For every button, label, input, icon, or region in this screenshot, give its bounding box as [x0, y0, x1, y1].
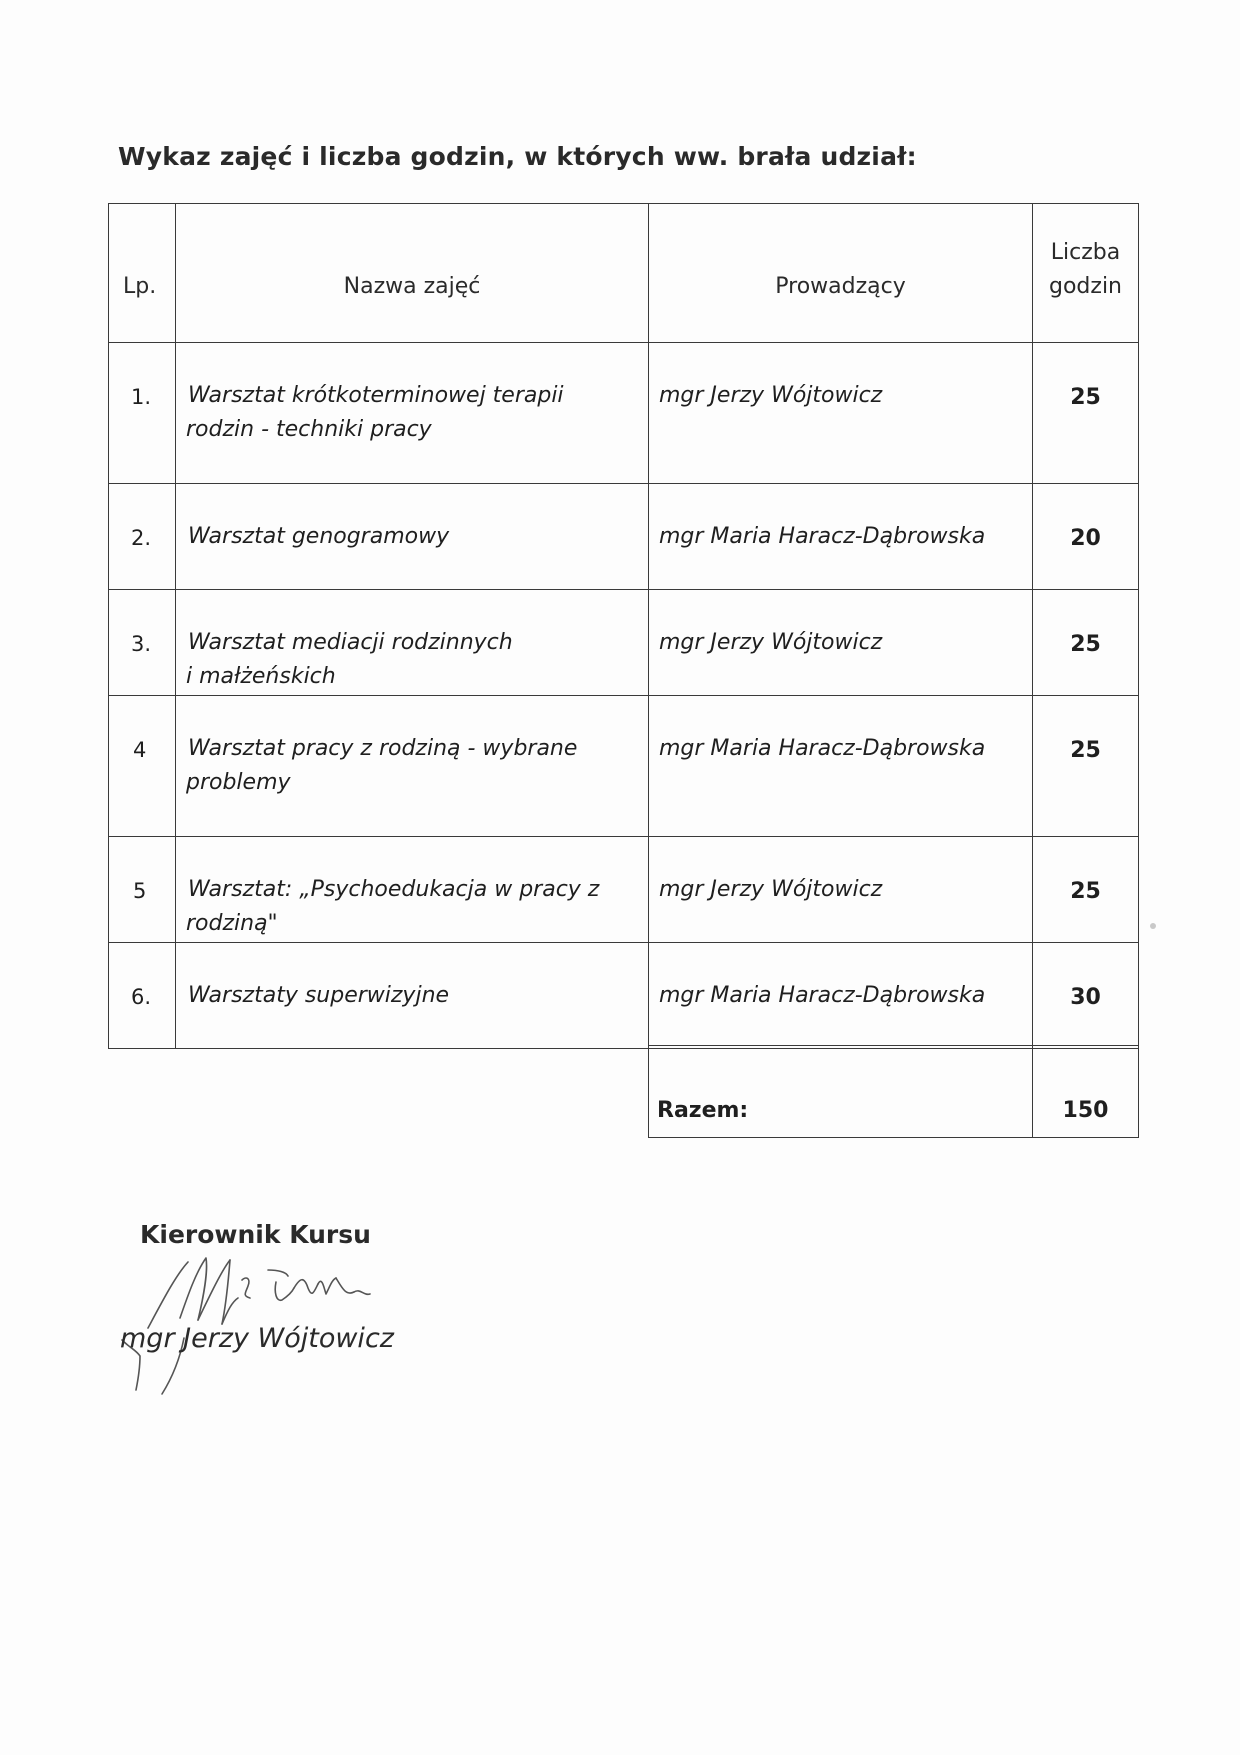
header-lp: Lp. — [123, 274, 157, 299]
row-2-name-cell — [175, 483, 649, 590]
row-4-name-cell — [175, 695, 649, 837]
row-3-lp-cell — [108, 589, 176, 696]
row-6-name-line1: Warsztaty superwizyjne — [188, 983, 450, 1008]
header-name: Nazwa zajęć — [343, 274, 481, 299]
scan-speck — [1150, 923, 1156, 929]
row-4-hours: 25 — [1070, 738, 1101, 763]
row-6-name-cell — [175, 942, 649, 1049]
row-1-lp: 1. — [131, 385, 152, 409]
row-3-hours-cell — [1032, 589, 1139, 696]
row-2-hours: 20 — [1070, 526, 1101, 551]
header-hours-cell — [1032, 203, 1139, 343]
signature-title: Kierownik Kursu — [140, 1220, 371, 1249]
header-hours-line2: godzin — [1049, 274, 1122, 299]
header-teacher-cell — [648, 203, 1033, 343]
row-5-name-line2: rodziną" — [186, 911, 278, 936]
row-5-hours: 25 — [1070, 879, 1101, 904]
total-label-cell — [648, 1045, 1033, 1138]
header-hours-line1: Liczba — [1050, 240, 1121, 265]
row-6-hours: 30 — [1070, 985, 1101, 1010]
header-lp-cell — [108, 203, 176, 343]
total-label: Razem: — [657, 1098, 749, 1123]
row-2-hours-cell — [1032, 483, 1139, 590]
header-teacher: Prowadzący — [775, 274, 906, 299]
row-4-name-line2: problemy — [186, 770, 291, 795]
row-1-lp-cell — [108, 342, 176, 484]
row-3-hours: 25 — [1070, 632, 1101, 657]
document-heading: Wykaz zajęć i liczba godzin, w których ww. brała udział: — [118, 142, 917, 171]
row-3-name-cell — [175, 589, 649, 696]
row-2-name-line1: Warsztat genogramowy — [188, 524, 450, 549]
row-6-teacher: mgr Maria Haracz-Dąbrowska — [659, 983, 986, 1008]
row-4-name-line1: Warsztat pracy z rodziną - wybrane — [188, 736, 578, 761]
row-4-hours-cell — [1032, 695, 1139, 837]
signature-name: mgr Jerzy Wójtowicz — [120, 1323, 394, 1354]
handwritten-signature — [118, 1240, 448, 1400]
row-1-hours: 25 — [1070, 385, 1101, 410]
row-3-name-line1: Warsztat mediacji rodzinnych — [188, 630, 513, 655]
row-5-hours-cell — [1032, 836, 1139, 943]
row-6-lp-cell — [108, 942, 176, 1049]
row-2-teacher: mgr Maria Haracz-Dąbrowska — [659, 524, 986, 549]
row-4-lp: 4 — [133, 738, 147, 762]
row-1-name-line2: rodzin - techniki pracy — [186, 417, 432, 442]
row-5-name-line1: Warsztat: „Psychoedukacja w pracy z — [188, 877, 600, 902]
row-1-hours-cell — [1032, 342, 1139, 484]
row-3-teacher-cell — [648, 589, 1033, 696]
row-1-name-line1: Warsztat krótkoterminowej terapii — [188, 383, 564, 408]
row-3-name-line2: i małżeńskich — [186, 664, 336, 689]
total-value: 150 — [1062, 1098, 1109, 1123]
header-name-cell — [175, 203, 649, 343]
row-5-lp-cell — [108, 836, 176, 943]
row-5-teacher-cell — [648, 836, 1033, 943]
total-value-cell — [1032, 1045, 1139, 1138]
row-2-lp: 2. — [131, 526, 152, 550]
row-5-lp: 5 — [133, 879, 147, 903]
row-1-name-cell — [175, 342, 649, 484]
row-1-teacher-cell — [648, 342, 1033, 484]
row-5-name-cell — [175, 836, 649, 943]
row-2-lp-cell — [108, 483, 176, 590]
row-3-lp: 3. — [131, 632, 152, 656]
row-4-lp-cell — [108, 695, 176, 837]
row-2-teacher-cell — [648, 483, 1033, 590]
row-6-teacher-cell — [648, 942, 1033, 1049]
row-4-teacher-cell — [648, 695, 1033, 837]
row-6-lp: 6. — [131, 985, 152, 1009]
row-4-teacher: mgr Maria Haracz-Dąbrowska — [659, 736, 986, 761]
row-3-teacher: mgr Jerzy Wójtowicz — [659, 630, 883, 655]
row-6-hours-cell — [1032, 942, 1139, 1049]
row-1-teacher: mgr Jerzy Wójtowicz — [659, 383, 883, 408]
row-5-teacher: mgr Jerzy Wójtowicz — [659, 877, 883, 902]
courses-table — [108, 203, 1139, 1046]
